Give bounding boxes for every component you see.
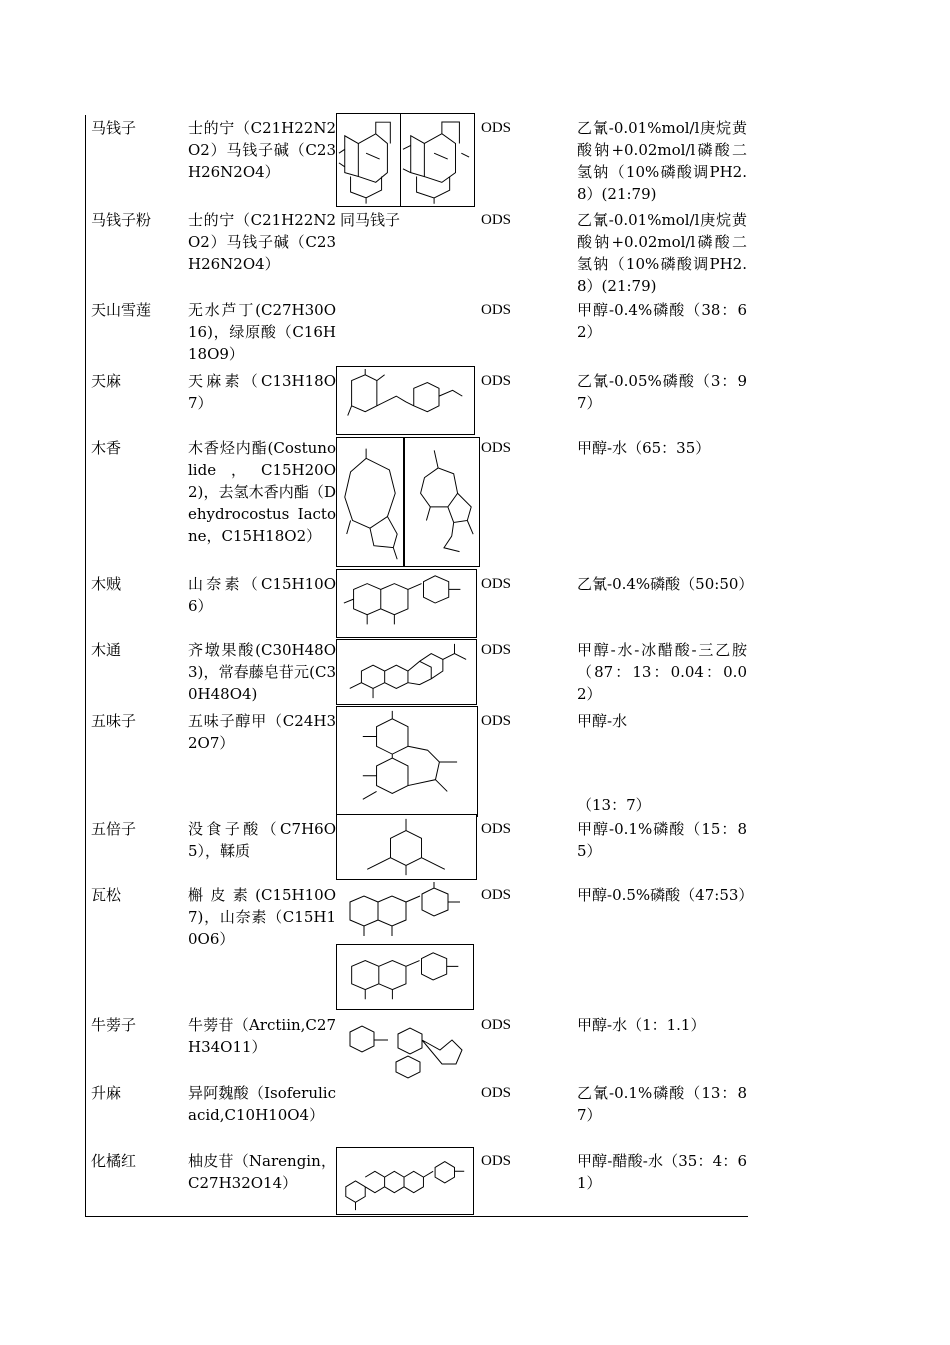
- column-type: ODS: [481, 642, 512, 658]
- mobile-phase: 乙氰-0.05%磷酸（3：97）: [577, 372, 747, 412]
- column-type: ODS: [481, 373, 512, 389]
- gastrodin-structure: [336, 366, 475, 435]
- kaempferol-structure-2: [336, 944, 474, 1010]
- compound-text: 牛蒡苷（Arctiin,C27H34O11）: [188, 1016, 336, 1056]
- compound-text: 五味子醇甲（C24H32O7）: [188, 712, 336, 752]
- mobile-phase: 乙氰-0.01%mol/l庚烷黄酸钠+0.02mol/l磷酸二氢钠（10%磷酸调PH2.8）(21:79): [577, 211, 747, 295]
- herb-name: 五倍子: [91, 820, 137, 838]
- column-type: ODS: [481, 302, 512, 318]
- gallic-acid-structure: [336, 814, 477, 880]
- column-type: ODS: [481, 212, 512, 228]
- compound-text: 无水芦丁(C27H30O16)，绿原酸（C16H18O9）: [188, 301, 336, 363]
- dehydrocostus-lactone-structure: [404, 437, 480, 567]
- arctiin-structure: [336, 1010, 477, 1082]
- table-bottom-border: [85, 1216, 748, 1217]
- mobile-phase: 甲醇-水（1：1.1）: [577, 1016, 706, 1034]
- column-type: ODS: [481, 1153, 512, 1169]
- compound-text: 柚皮苷（Narengin，C27H32O14）: [188, 1152, 336, 1192]
- herb-name: 五味子: [91, 712, 137, 730]
- column-type: ODS: [481, 713, 512, 729]
- column-type: ODS: [481, 1017, 512, 1033]
- brucine-structure: [400, 113, 475, 207]
- mobile-phase-ratio: （13：7）: [577, 796, 651, 814]
- column-type: ODS: [481, 821, 512, 837]
- herb-name: 瓦松: [91, 886, 122, 904]
- mobile-phase: 乙氰-0.01%mol/l庚烷黄酸钠+0.02mol/l磷酸二氢钠（10%磷酸调PH2.8）(21:79): [577, 119, 747, 203]
- strychnine-structure: [336, 113, 401, 207]
- oleanolic-acid-structure: [336, 639, 477, 705]
- compound-text: 天麻素（C13H18O7）: [188, 372, 336, 412]
- herb-name: 木香: [91, 439, 122, 457]
- column-type: ODS: [481, 576, 512, 592]
- compound-text: 木香烃内酯(Costunolide，C15H20O2)，去氢木香内酯（Dehydrocostus Iactone，C15H18O2）: [188, 439, 336, 545]
- mobile-phase: 甲醇-0.4%磷酸（38：62）: [577, 301, 747, 341]
- herb-name: 天山雪莲: [91, 301, 152, 319]
- costunolide-structure: [336, 437, 404, 567]
- compound-text: 没食子酸（C7H6O5），鞣质: [188, 820, 336, 860]
- herb-name: 化橘红: [91, 1152, 137, 1170]
- quercetin-structure: [336, 880, 474, 944]
- mobile-phase: 乙氰-0.4%磷酸（50:50）: [577, 575, 754, 593]
- column-type: ODS: [481, 440, 512, 456]
- table-left-border: [85, 115, 86, 1217]
- compound-text: 槲皮素(C15H10O7)，山奈素（C15H10O6）: [188, 886, 336, 948]
- mobile-phase: 甲醇-水-冰醋酸-三乙胺（87：13：0.04：0.02）: [577, 641, 747, 703]
- herb-name: 木通: [91, 641, 122, 659]
- compound-text: 山奈素（C15H10O6）: [188, 575, 336, 615]
- herb-name: 升麻: [91, 1084, 122, 1102]
- compound-text: 异阿魏酸（Isoferulic acid,C10H10O4）: [188, 1084, 336, 1124]
- column-type: ODS: [481, 120, 512, 136]
- schisandrin-structure: [336, 706, 478, 817]
- mobile-phase: 乙氰-0.1%磷酸（13：87）: [577, 1084, 747, 1124]
- column-type: ODS: [481, 1085, 512, 1101]
- herb-name: 马钱子: [91, 119, 137, 137]
- kaempferol-structure: [336, 569, 477, 638]
- compound-text: 齐墩果酸(C30H48O3)，常春藤皂苷元(C30H48O4): [188, 641, 336, 703]
- mobile-phase: 甲醇-水: [577, 712, 628, 730]
- mobile-phase: 甲醇-水（65：35）: [577, 439, 711, 457]
- herb-name: 马钱子粉: [91, 211, 152, 229]
- herb-name: 天麻: [91, 372, 122, 390]
- naringin-structure: [336, 1147, 474, 1215]
- mobile-phase: 甲醇-0.1%磷酸（15：85）: [577, 820, 747, 860]
- herb-name: 牛蒡子: [91, 1016, 137, 1034]
- compound-text: 士的宁（C21H22N2O2）马钱子碱（C23H26N2O4）: [188, 211, 336, 273]
- compound-text: 士的宁（C21H22N2O2）马钱子碱（C23H26N2O4）: [188, 119, 336, 181]
- column-type: ODS: [481, 887, 512, 903]
- same-as-note: 同马钱子: [340, 211, 401, 229]
- mobile-phase: 甲醇-0.5%磷酸（47:53）: [577, 886, 754, 904]
- mobile-phase: 甲醇-醋酸-水（35：4：61）: [577, 1152, 747, 1192]
- herb-name: 木贼: [91, 575, 122, 593]
